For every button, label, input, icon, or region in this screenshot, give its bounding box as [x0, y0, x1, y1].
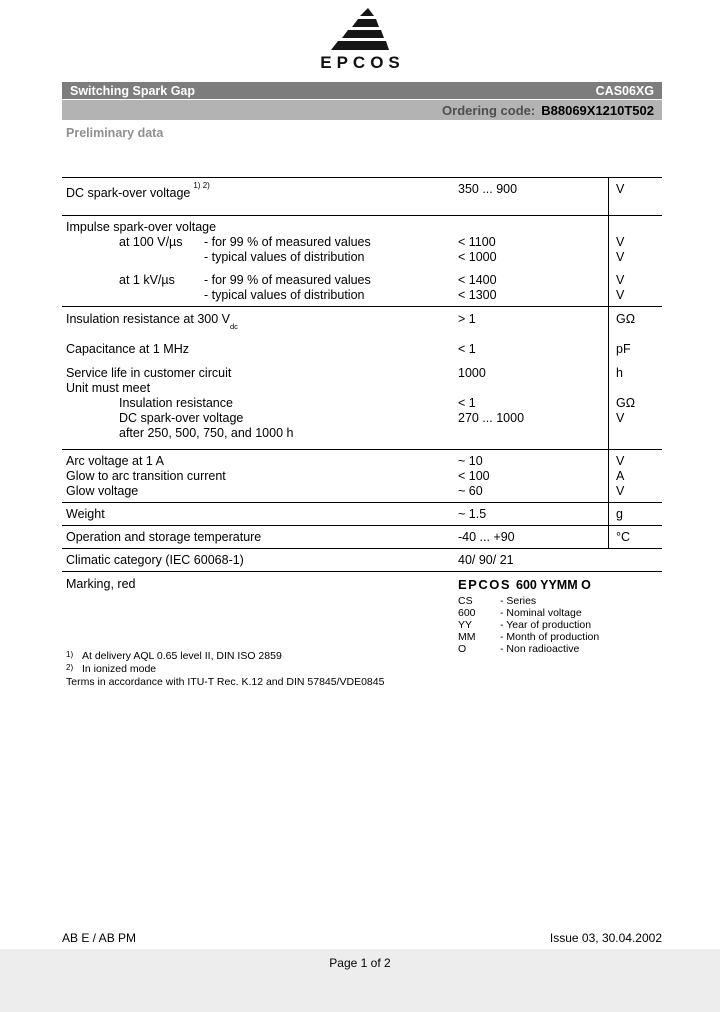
section-dc-spark	[62, 177, 662, 215]
legend-desc: - Non radioactive	[500, 642, 580, 655]
row-label: Marking, red	[66, 576, 136, 591]
row-label: Capacitance at 1 MHz	[66, 341, 189, 356]
product-title: Switching Spark Gap	[70, 83, 196, 98]
spec-table	[62, 177, 662, 655]
footnote-2	[66, 663, 662, 676]
section-arc-glow	[62, 449, 662, 502]
row-value: ~ 1.5	[458, 506, 487, 521]
legend-item	[458, 619, 662, 631]
row-value	[458, 426, 608, 441]
row-unit: V	[616, 288, 625, 303]
row-dc-spark	[62, 182, 662, 201]
row-unit: V	[616, 250, 625, 265]
footnote-refs: 1) 2)	[193, 181, 210, 190]
legend-desc: - Month of production	[500, 630, 600, 643]
row-value	[458, 220, 608, 235]
row-unit	[608, 426, 662, 441]
criterion-label: - typical values of distribution	[204, 250, 365, 265]
marking-brand: EPCOS	[458, 576, 512, 592]
row-insulation	[62, 312, 662, 332]
row-marking	[62, 577, 662, 655]
row-climatic	[62, 553, 662, 568]
criterion-label: - for 99 % of measured values	[204, 273, 371, 288]
row-label: Glow to arc transition current	[66, 468, 226, 483]
spacer	[62, 357, 662, 366]
row-label: Unit must meet	[66, 380, 151, 395]
footer-issue-date: Issue 03, 30.04.2002	[549, 931, 662, 945]
row-label: Glow voltage	[66, 483, 139, 498]
row-label: Arc voltage at 1 A	[66, 453, 164, 468]
row-value: ~ 10	[458, 453, 483, 468]
row-temperature	[62, 530, 662, 545]
row-label: Climatic category (IEC 60068-1)	[66, 552, 244, 567]
row-at100-typical	[62, 250, 662, 265]
row-unit: GΩ	[616, 312, 636, 327]
section-weight	[62, 502, 662, 525]
section-marking	[62, 571, 662, 655]
row-value: < 1	[458, 341, 476, 356]
legend-desc: - Year of production	[500, 618, 592, 631]
page-footer	[62, 931, 662, 945]
legend-code: O	[458, 642, 467, 655]
row-label: Service life in customer circuit	[66, 365, 232, 380]
row-unit: g	[616, 506, 623, 521]
row-value: 1000	[458, 365, 486, 380]
legend-item	[458, 607, 662, 619]
row-unit: pF	[616, 341, 631, 356]
row-unit: V	[616, 483, 625, 498]
marking-legend	[458, 595, 662, 655]
section-climatic	[62, 548, 662, 571]
row-value: > 1	[458, 312, 476, 327]
row-value: < 1100	[458, 235, 496, 250]
marking-code-line	[458, 577, 662, 593]
row-label	[62, 182, 458, 201]
row-value: < 1300	[458, 288, 497, 303]
row-label	[62, 273, 458, 288]
footnote-text: At delivery AQL 0.65 level II, DIN ISO 2859	[82, 650, 282, 662]
row-label: Weight	[66, 506, 105, 521]
preliminary-note: Preliminary data	[66, 126, 164, 140]
terms-note: Terms in accordance with ITU-T Rec. K.12 and DIN 57845/VDE0845	[66, 676, 385, 688]
viewer-bottom-strip	[0, 949, 720, 1012]
row-arc-voltage	[62, 454, 662, 469]
legend-code: MM	[458, 630, 476, 643]
row-label: Impulse spark-over voltage	[66, 220, 217, 235]
marking-code: 600 YYMM O	[516, 577, 591, 592]
row-unit: GΩ	[616, 395, 636, 410]
footnotes	[62, 650, 662, 689]
row-umm-dc-spark	[62, 411, 662, 426]
row-label	[62, 288, 458, 303]
row-value: < 1	[458, 395, 476, 410]
row-umm-after	[62, 426, 662, 441]
footnote-ref: 1)	[66, 650, 74, 659]
row-value: < 1400	[458, 273, 497, 288]
footer-department: AB E / AB PM	[62, 931, 137, 945]
row-label	[62, 250, 458, 265]
row-value: ~ 60	[458, 483, 483, 498]
footnote-1	[66, 650, 662, 663]
title-bar	[62, 82, 662, 99]
marking-value	[458, 577, 662, 655]
row-unit: V	[616, 453, 625, 468]
row-impulse-header	[62, 220, 662, 235]
row-at1kv-typical	[62, 288, 662, 303]
row-value: 270 ... 1000	[458, 410, 525, 425]
row-label	[62, 312, 458, 332]
row-unit: V	[616, 410, 625, 425]
epcos-peak-icon	[331, 8, 389, 51]
row-unit: h	[616, 365, 623, 380]
row-glow-voltage	[62, 484, 662, 499]
page-indicator: Page 1 of 2	[329, 956, 391, 970]
row-weight	[62, 507, 662, 522]
condition-label: at 1 kV/µs	[119, 273, 175, 288]
label-text: DC spark-over voltage	[66, 186, 191, 201]
label-text: Insulation resistance at 300 V	[66, 312, 230, 327]
row-value: -40 ... +90	[458, 529, 515, 544]
brand-name: EPCOS	[320, 53, 405, 72]
spacer	[62, 265, 662, 273]
section-impulse	[62, 215, 662, 306]
row-label: DC spark-over voltage	[119, 410, 244, 425]
part-number: CAS06XG	[595, 83, 654, 98]
row-value	[458, 381, 608, 396]
row-service-life	[62, 366, 662, 381]
row-unit: V	[616, 235, 625, 250]
row-umm-header	[62, 381, 662, 396]
subscript: dc	[230, 321, 238, 331]
row-unit: A	[616, 468, 625, 483]
row-unit	[608, 553, 662, 568]
ordering-code-label: Ordering code:	[442, 102, 536, 118]
legend-item	[458, 631, 662, 643]
row-unit	[608, 381, 662, 396]
row-label: Insulation resistance	[119, 395, 233, 410]
condition-label: at 100 V/µs	[119, 235, 183, 250]
footnote-text: In ionized mode	[82, 662, 157, 675]
criterion-label: - typical values of distribution	[204, 288, 365, 303]
ordering-code-value: B88069X1210T502	[541, 102, 654, 118]
row-unit: °C	[616, 529, 631, 544]
row-label: after 250, 500, 750, and 1000 h	[119, 425, 294, 440]
row-unit	[608, 220, 662, 235]
row-at1kv-99pct	[62, 273, 662, 288]
legend-code: YY	[458, 618, 473, 631]
footnote-ref: 2)	[66, 662, 74, 672]
legend-code: 600	[458, 606, 476, 619]
criterion-label: - for 99 % of measured values	[204, 235, 371, 250]
row-value: < 100	[458, 468, 490, 483]
row-value: 40/ 90/ 21	[458, 552, 514, 567]
legend-desc: - Nominal voltage	[500, 606, 582, 619]
legend-desc: - Series	[500, 594, 537, 607]
row-at100-99pct	[62, 235, 662, 250]
brand-logo	[0, 8, 720, 73]
row-capacitance	[62, 342, 662, 357]
row-label	[62, 235, 458, 250]
row-umm-insulation	[62, 396, 662, 411]
section-temperature	[62, 525, 662, 548]
row-unit: V	[616, 182, 625, 196]
row-value: < 1000	[458, 250, 497, 265]
row-value: 350 ... 900	[458, 182, 518, 196]
row-label: Operation and storage temperature	[66, 529, 262, 544]
row-glow-current	[62, 469, 662, 484]
row-unit: V	[616, 273, 625, 288]
ordering-bar	[62, 100, 662, 120]
legend-code: CS	[458, 594, 473, 607]
section-characteristics	[62, 306, 662, 449]
legend-item	[458, 595, 662, 607]
spacer	[62, 332, 662, 342]
